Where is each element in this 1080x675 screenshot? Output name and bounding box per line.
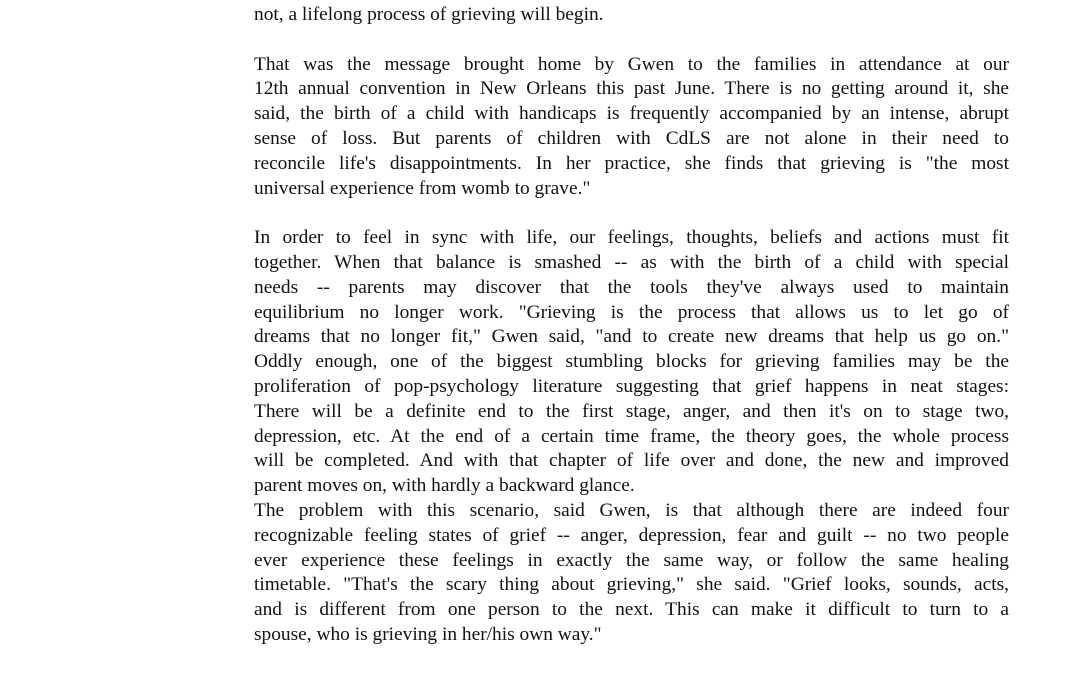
text-line: needs -- parents may discover that the tools they've always used to maintain: [254, 276, 1009, 298]
text-line: universal experience from womb to grave.": [254, 177, 591, 199]
text-line: dreams that no longer fit," Gwen said, "and to create new dreams that help us go on.": [254, 326, 1009, 348]
text-line: parent moves on, with hardly a backward glance.: [254, 475, 635, 497]
text-line: ever experience these feelings in exactly the same way, or follow the same healing: [254, 549, 1009, 571]
paragraph-gap: [254, 28, 1009, 53]
text-line: proliferation of pop-psychology literature suggesting that grief happens in neat stages:: [254, 375, 1009, 397]
text-line: There will be a definite end to the first stage, anger, and then it's on to stage two,: [254, 400, 1009, 422]
text-line: That was the message brought home by Gwen to the families in attendance at our: [254, 53, 1009, 75]
text-line: sense of loss. But parents of children with CdLS are not alone in their need to: [254, 127, 1009, 149]
text-line: together. When that balance is smashed -- as with the birth of a child with special: [254, 251, 1009, 273]
text-line: reconcile life's disappointments. In her practice, she finds that grieving is "the most: [254, 152, 1009, 174]
text-line: will be completed. And with that chapter of life over and done, the new and improved: [254, 450, 1009, 472]
text-line: timetable. "That's the scary thing about grieving," she said. "Grief looks, sounds, acts,: [254, 574, 1009, 596]
text-line: spouse, who is grieving in her/his own way.": [254, 623, 602, 645]
text-line: 12th annual convention in New Orleans this past June. There is no getting around it, she: [254, 78, 1009, 100]
text-line: The problem with this scenario, said Gwen, is that although there are indeed four: [254, 499, 1009, 521]
text-line: and is different from one person to the next. This can make it difficult to turn to a: [254, 599, 1009, 621]
document-text: [254, 3, 1009, 648]
text-line: In order to feel in sync with life, our feelings, thoughts, beliefs and actions must fit: [254, 227, 1009, 249]
text-line: said, the birth of a child with handicaps is frequently accompanied by an intense, abrupt: [254, 103, 1009, 125]
text-line: recognizable feeling states of grief -- anger, depression, fear and guilt -- no two people: [254, 524, 1009, 546]
text-line: not, a lifelong process of grieving will begin.: [254, 4, 604, 25]
paragraph-gap: [254, 201, 1009, 226]
text-line: Oddly enough, one of the biggest stumbling blocks for grieving families may be the: [254, 351, 1009, 373]
text-line: depression, etc. At the end of a certain time frame, the theory goes, the whole process: [254, 425, 1009, 447]
text-line: equilibrium no longer work. "Grieving is the process that allows us to let go of: [254, 301, 1009, 323]
